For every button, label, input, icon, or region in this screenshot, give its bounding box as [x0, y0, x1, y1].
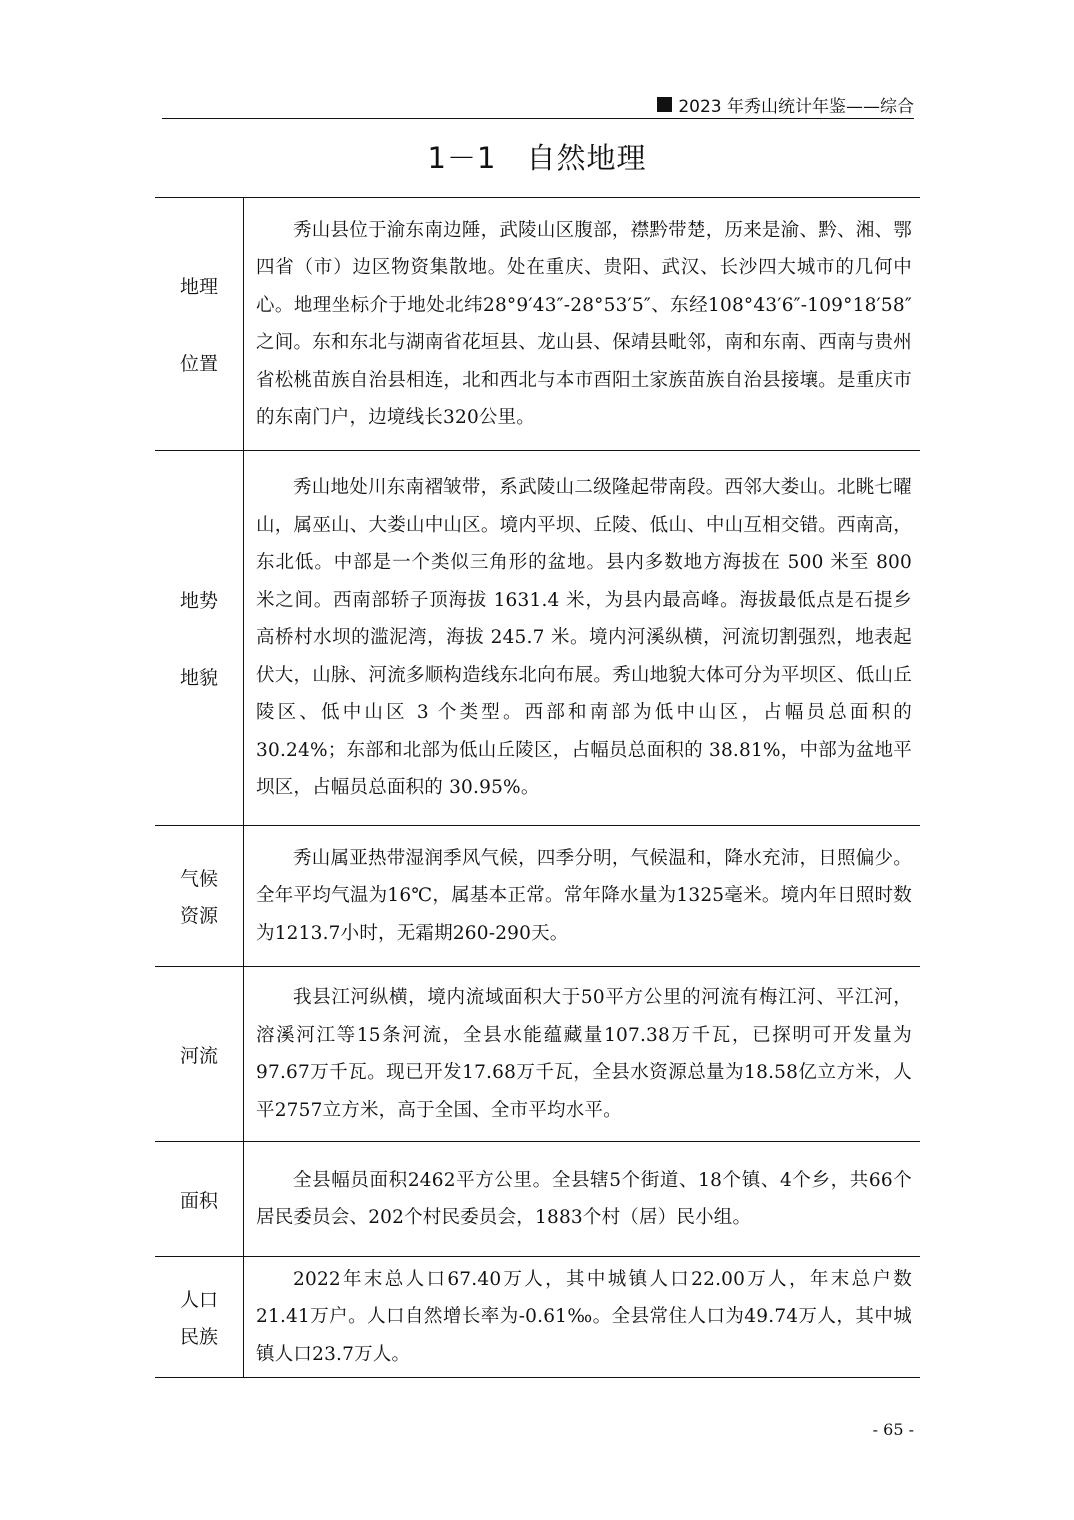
- row-content: [244, 826, 921, 967]
- row-text: 2022年末总人口67.40万人，其中城镇人口22.00万人，年末总户数21.41万户。人口自然增长率为-0.61‰。全县常住人口为49.74万人，其中城镇人口23.7万人。: [256, 1268, 912, 1365]
- table-row: [155, 451, 920, 826]
- row-label-line: 气候: [179, 868, 218, 890]
- row-label: [155, 1257, 244, 1378]
- row-label: [155, 1142, 244, 1257]
- row-label-line: 民族: [179, 1326, 218, 1348]
- row-label-line: 面积: [179, 1189, 218, 1212]
- row-content: [244, 967, 921, 1142]
- page-number: - 65 -: [872, 1420, 914, 1439]
- row-label: [155, 198, 244, 451]
- row-text: 秀山县位于渝东南边陲，武陵山区腹部，襟黔带楚，历来是渝、黔、湘、鄂四省（市）边区物资集散地。处在重庆、贵阳、武汉、长沙四大城市的几何中心。地理坐标介于地处北纬28°9′43″-28°53′5″、东经108°43′6″-109°18′58″之间。东和东北与湖南省花垣县、龙山县、保靖县毗邻，南和东南、西南与贵州省松桃苗族自治县相连，北和西北与本市酉阳土家族苗族自治县接壤。是重庆市的东南门户，边境线长320公里。: [256, 219, 912, 428]
- row-label-line: 位置: [179, 353, 218, 375]
- row-label-line: 地理: [179, 276, 218, 298]
- table-row: [155, 1142, 920, 1257]
- row-text: 我县江河纵横，境内流域面积大于50平方公里的河流有梅江河、平江河，溶溪河江等15条河流，全县水能蕴藏量107.38万千瓦，已探明可开发量为97.67万千瓦。现已开发17.68万千瓦，全县水资源总量为18.58亿立方米，人平2757立方米，高于全国、全市平均水平。: [256, 987, 912, 1121]
- row-label-line: 人口: [179, 1289, 218, 1311]
- section-number: 1－1: [427, 141, 497, 175]
- header-rule: [162, 118, 914, 119]
- row-content: [244, 451, 921, 826]
- row-text: 秀山属亚热带湿润季风气候，四季分明，气候温和，降水充沛，日照偏少。全年平均气温为16℃，属基本正常。常年降水量为1325毫米。境内年日照时数为1213.7小时，无霜期260-290天。: [256, 847, 912, 944]
- row-text: 秀山地处川东南褶皱带，系武陵山二级隆起带南段。西邻大娄山。北眺七曜山，属巫山、大娄山中山区。境内平坝、丘陵、低山、中山互相交错。西南高，东北低。中部是一个类似三角形的盆地。县内多数地方海拔在 500 米至 800 米之间。西南部轿子顶海拔 1631.4 米，为县内最高峰。海拔最低点是石提乡高桥村水坝的滥泥湾，海拔 245.7 米。境内河溪纵横，河流切割强烈，地表起伏大，山脉、河流多顺构造线东北向布展。秀山地貌大体可分为平坝区、低山丘陵区、低中山区 3 个类型。西部和南部为低中山区，占幅员总面积的 30.24%；东部和北部为低山丘陵区，占幅员总面积的 38.81%，中部为盆地平坝区，占幅员总面积的 30.95%。: [256, 477, 912, 799]
- section-title: [0, 136, 1074, 177]
- row-label-line: 地势: [179, 590, 218, 612]
- row-content: [244, 1257, 921, 1378]
- running-title: 2023 年秀山统计年鉴——综合: [678, 97, 914, 117]
- row-content: [244, 1142, 921, 1257]
- header-square-icon: [657, 97, 672, 112]
- row-label-line: 地貌: [179, 667, 218, 689]
- row-label-line: 资源: [179, 905, 218, 927]
- section-title-text: 自然地理: [526, 141, 647, 175]
- running-header: [657, 92, 914, 117]
- table-row: [155, 198, 920, 451]
- table-row: [155, 826, 920, 967]
- row-text: 全县幅员面积2462平方公里。全县辖5个街道、18个镇、4个乡，共66个居民委员会、202个村民委员会，1883个村（居）民小组。: [256, 1169, 912, 1228]
- row-label: [155, 451, 244, 826]
- row-content: [244, 198, 921, 451]
- table-row: [155, 967, 920, 1142]
- row-label: [155, 967, 244, 1142]
- geography-table: [155, 197, 920, 1378]
- row-label-line: 河流: [179, 1044, 218, 1067]
- table-row: [155, 1257, 920, 1378]
- row-label: [155, 826, 244, 967]
